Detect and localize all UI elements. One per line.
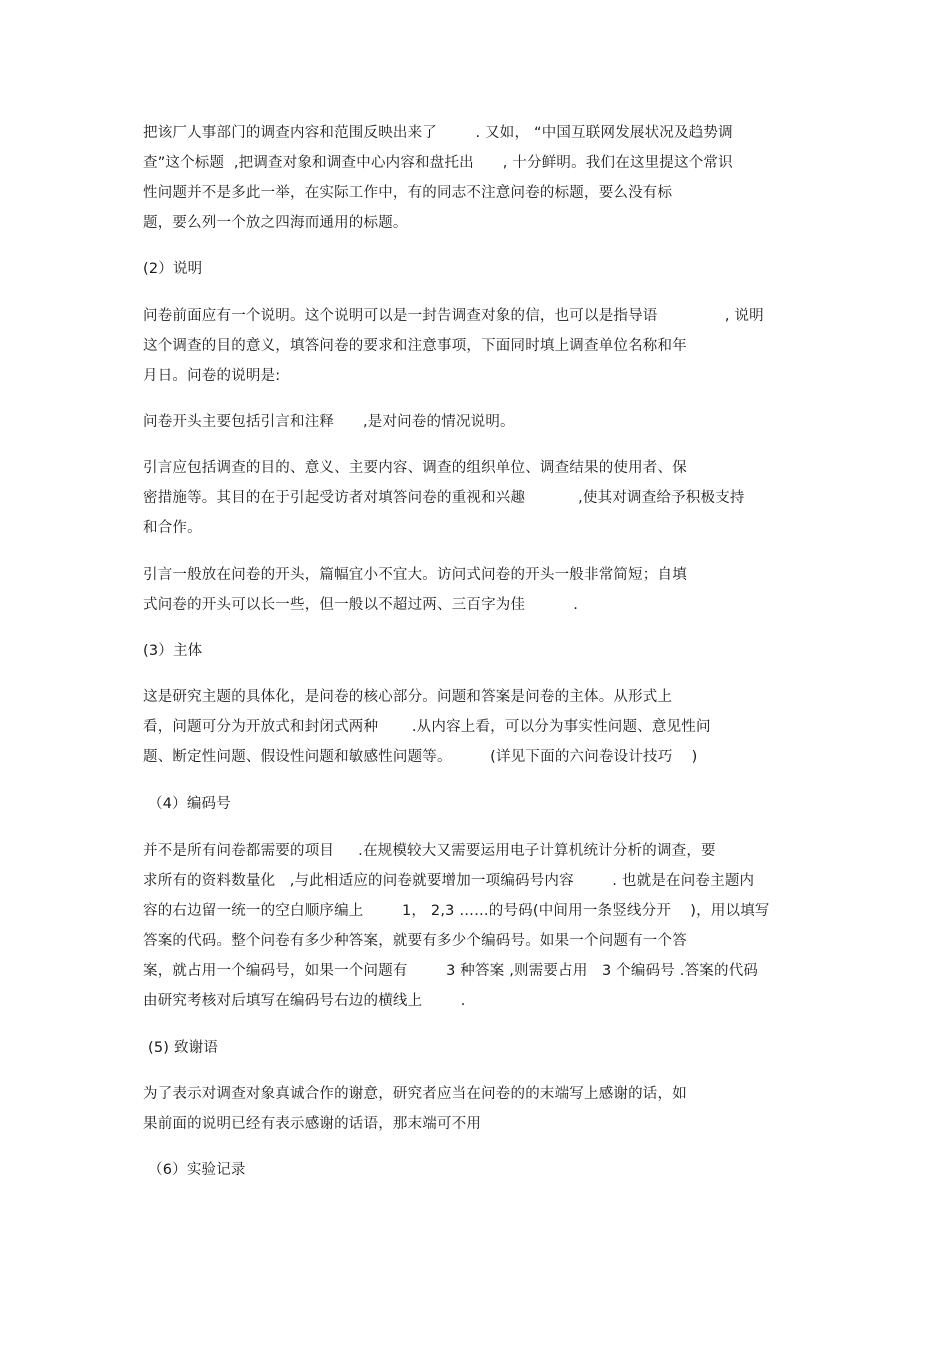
- text-line: 由研究考核对后填写在编码号右边的横线上 .: [143, 993, 466, 1009]
- text-line: 这个调查的目的意义，填答问卷的要求和注意事项，下面同时填上调查单位名称和年: [143, 338, 687, 354]
- text-line: 容的右边留一统一的空白顺序编上 1， 2,3 ……的号码(中间用一条竖线分开 )，用以填写: [143, 903, 770, 919]
- section-heading-6: （6）实验记录: [148, 1162, 246, 1178]
- text-line: 这是研究主题的具体化，是问卷的核心部分。问题和答案是问卷的主体。从形式上: [143, 689, 673, 705]
- text-line: 题、断定性问题、假设性问题和敏感性问题等。 (详见下面的六问卷设计技巧 ): [143, 749, 698, 765]
- text-line: 果前面的说明已经有表示感谢的话语，那末端可不用: [143, 1116, 482, 1132]
- text-line: 题，要么列一个放之四海而通用的标题。: [143, 215, 408, 231]
- text-line: 问卷开头主要包括引言和注释 ,是对问卷的情况说明。: [143, 414, 515, 430]
- text-line: 并不是所有问卷都需要的项目 .在规模较大又需要运用电子计算机统计分析的调查，要: [143, 843, 716, 859]
- text-line: 引言一般放在问卷的开头，篇幅宜小不宜大。访问式问卷的开头一般非常简短；自填: [143, 567, 687, 583]
- text-line: 把该厂人事部门的调查内容和范围反映出来了 . 又如， “中国互联网发展状况及趋势调: [143, 125, 733, 141]
- text-line: 答案的代码。整个问卷有多少种答案，就要有多少个编码号。如果一个问题有一个答: [143, 933, 687, 949]
- text-line: 引言应包括调查的目的、意义、主要内容、调查的组织单位、调查结果的使用者、保: [143, 460, 687, 476]
- text-line: 密措施等。其目的在于引起受访者对填答问卷的重视和兴趣 ,使其对调查给予积极支持: [143, 490, 745, 506]
- text-line: 性问题并不是多此一举，在实际工作中，有的同志不注意问卷的标题，要么没有标: [143, 185, 673, 201]
- text-line: 看，问题可分为开放式和封闭式两种 .从内容上看，可以分为事实性问题、意见性问: [143, 719, 711, 735]
- text-line: 查”这个标题 ,把调查对象和调查中心内容和盘托出 , 十分鲜明。我们在这里提这个常识: [143, 155, 733, 171]
- text-line: 式问卷的开头可以长一些，但一般以不超过两、三百字为佳 .: [143, 597, 579, 613]
- section-heading-4: （4）编码号: [148, 796, 231, 812]
- text-line: 案，就占用一个编码号，如果一个问题有 3 种答案 ,则需要占用 3 个编码号 .答案的代码: [143, 963, 759, 979]
- text-line: 问卷前面应有一个说明。这个说明可以是一封告调查对象的信，也可以是指导语 , 说明: [143, 308, 764, 324]
- text-line: 和合作。: [143, 520, 202, 536]
- text-line: 为了表示对调查对象真诚合作的谢意，研究者应当在问卷的的末端写上感谢的话，如: [143, 1086, 687, 1102]
- text-line: 求所有的资料数量化 ,与此相适应的问卷就要增加一项编码号内容 . 也就是在问卷主题内: [143, 873, 755, 889]
- section-heading-2: (2）说明: [143, 261, 203, 277]
- text-line: 月日。问卷的说明是:: [143, 368, 281, 384]
- section-heading-3: (3）主体: [143, 643, 203, 659]
- section-heading-5: (5) 致谢语: [148, 1040, 219, 1056]
